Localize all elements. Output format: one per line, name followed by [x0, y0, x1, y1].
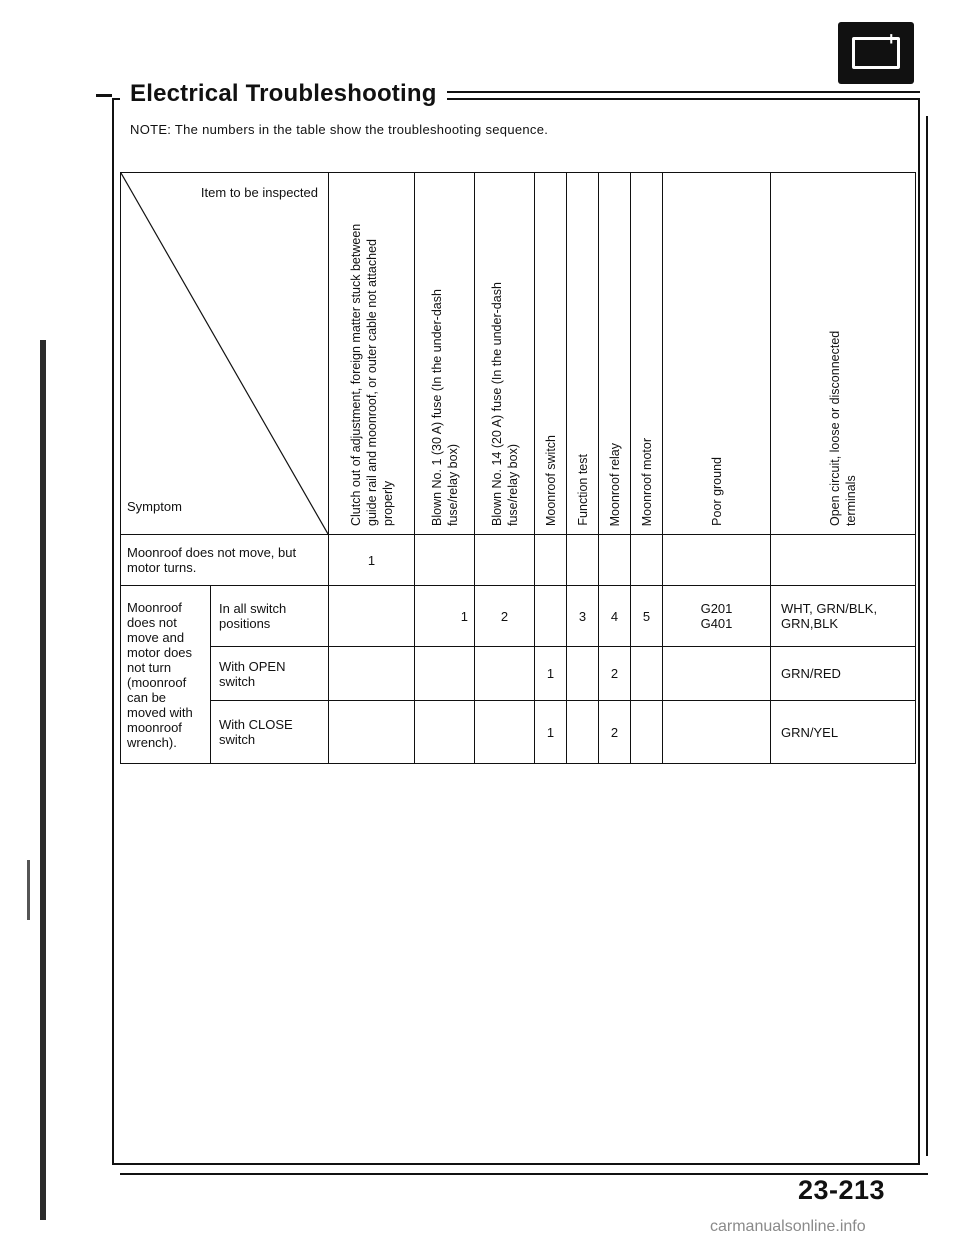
sequence-cell: 3 — [567, 586, 599, 647]
symptom-cell: Moonroof does not move, but motor turns. — [121, 535, 329, 586]
open-circuit-cell: GRN/RED — [771, 647, 916, 701]
column-header-function-test — [567, 173, 599, 535]
empty-cell — [567, 701, 599, 764]
empty-cell — [663, 701, 771, 764]
empty-cell — [771, 535, 916, 586]
sequence-cell: 1 — [415, 586, 475, 647]
frame-bottom-line — [112, 1163, 920, 1165]
page-title: Electrical Troubleshooting — [120, 80, 447, 108]
sequence-cell: 1 — [329, 535, 415, 586]
troubleshooting-table — [120, 172, 916, 764]
column-label: Poor ground — [709, 457, 724, 526]
corner-header — [121, 173, 329, 535]
binding-edge — [40, 340, 46, 1220]
column-label: Open circuit, loose or disconnected terminals — [828, 330, 858, 526]
column-header-motor — [631, 173, 663, 535]
condition-cell: With OPEN switch — [211, 647, 329, 701]
column-label: Function test — [575, 454, 590, 526]
table-row — [121, 535, 916, 586]
column-header-fuse1 — [415, 173, 475, 535]
empty-cell — [599, 535, 631, 586]
empty-cell — [415, 647, 475, 701]
title-rule — [414, 91, 920, 93]
battery-minus-terminal: − — [856, 29, 867, 49]
empty-cell — [631, 535, 663, 586]
empty-cell — [567, 647, 599, 701]
corner-diagonal — [121, 173, 328, 534]
title-dash — [96, 94, 112, 97]
empty-cell — [567, 535, 599, 586]
column-header-switch — [535, 173, 567, 535]
item-header-label: Item to be inspected — [200, 185, 318, 200]
column-header-clutch — [329, 173, 415, 535]
column-label: Clutch out of adjustment, foreign matter stuck between guide rail and moonroof, or outer cable not attached properly — [348, 223, 395, 526]
empty-cell — [663, 647, 771, 701]
sequence-cell: 5 — [631, 586, 663, 647]
sequence-cell: 2 — [599, 647, 631, 701]
frame-right-line — [918, 98, 920, 1165]
empty-cell — [475, 701, 535, 764]
column-label: Blown No. 1 (30 A) fuse (In the under-dash fuse/relay box) — [429, 289, 460, 526]
empty-cell — [415, 701, 475, 764]
column-label: Moonroof relay — [607, 442, 622, 526]
condition-cell: In all switch positions — [211, 586, 329, 647]
table-row — [121, 647, 916, 701]
sequence-cell: 4 — [599, 586, 631, 647]
empty-cell — [663, 535, 771, 586]
sequence-cell: 2 — [599, 701, 631, 764]
empty-cell — [535, 586, 567, 647]
watermark: carmanualsonline.info — [710, 1218, 866, 1235]
column-header-open-circuit — [771, 173, 916, 535]
empty-cell — [475, 647, 535, 701]
open-circuit-cell: GRN/YEL — [771, 701, 916, 764]
ground-cell: G201 G401 — [663, 586, 771, 647]
column-header-ground — [663, 173, 771, 535]
sequence-cell: 2 — [475, 586, 535, 647]
empty-cell — [415, 535, 475, 586]
open-circuit-cell: WHT, GRN/BLK, GRN,BLK — [771, 586, 916, 647]
empty-cell — [535, 535, 567, 586]
column-label: Moonroof switch — [543, 434, 558, 526]
battery-icon — [838, 22, 914, 84]
condition-cell: With CLOSE switch — [211, 701, 329, 764]
empty-cell — [631, 647, 663, 701]
column-header-fuse14 — [475, 173, 535, 535]
frame-left-line — [112, 98, 114, 1165]
empty-cell — [329, 701, 415, 764]
group-symptom-cell: Moonroof does not move and motor does not turn (moonroof can be moved with moonroof wrench). — [121, 586, 211, 764]
frame-shadow-right — [926, 116, 928, 1156]
sequence-cell: 1 — [535, 647, 567, 701]
column-label: Blown No. 14 (20 A) fuse (In the under-dash fuse/relay box) — [489, 282, 520, 526]
table-row — [121, 701, 916, 764]
binding-mark — [27, 860, 30, 920]
symptom-header-label: Symptom — [127, 499, 182, 514]
sequence-cell: 1 — [535, 701, 567, 764]
page-number: 23-213 — [798, 1175, 886, 1205]
column-header-relay — [599, 173, 631, 535]
column-label: Moonroof motor — [639, 437, 654, 526]
empty-cell — [329, 586, 415, 647]
battery-plus-terminal: + — [886, 29, 897, 49]
empty-cell — [631, 701, 663, 764]
table-row — [121, 586, 916, 647]
empty-cell — [329, 647, 415, 701]
empty-cell — [475, 535, 535, 586]
note-text: NOTE: The numbers in the table show the troubleshooting sequence. — [130, 122, 549, 137]
